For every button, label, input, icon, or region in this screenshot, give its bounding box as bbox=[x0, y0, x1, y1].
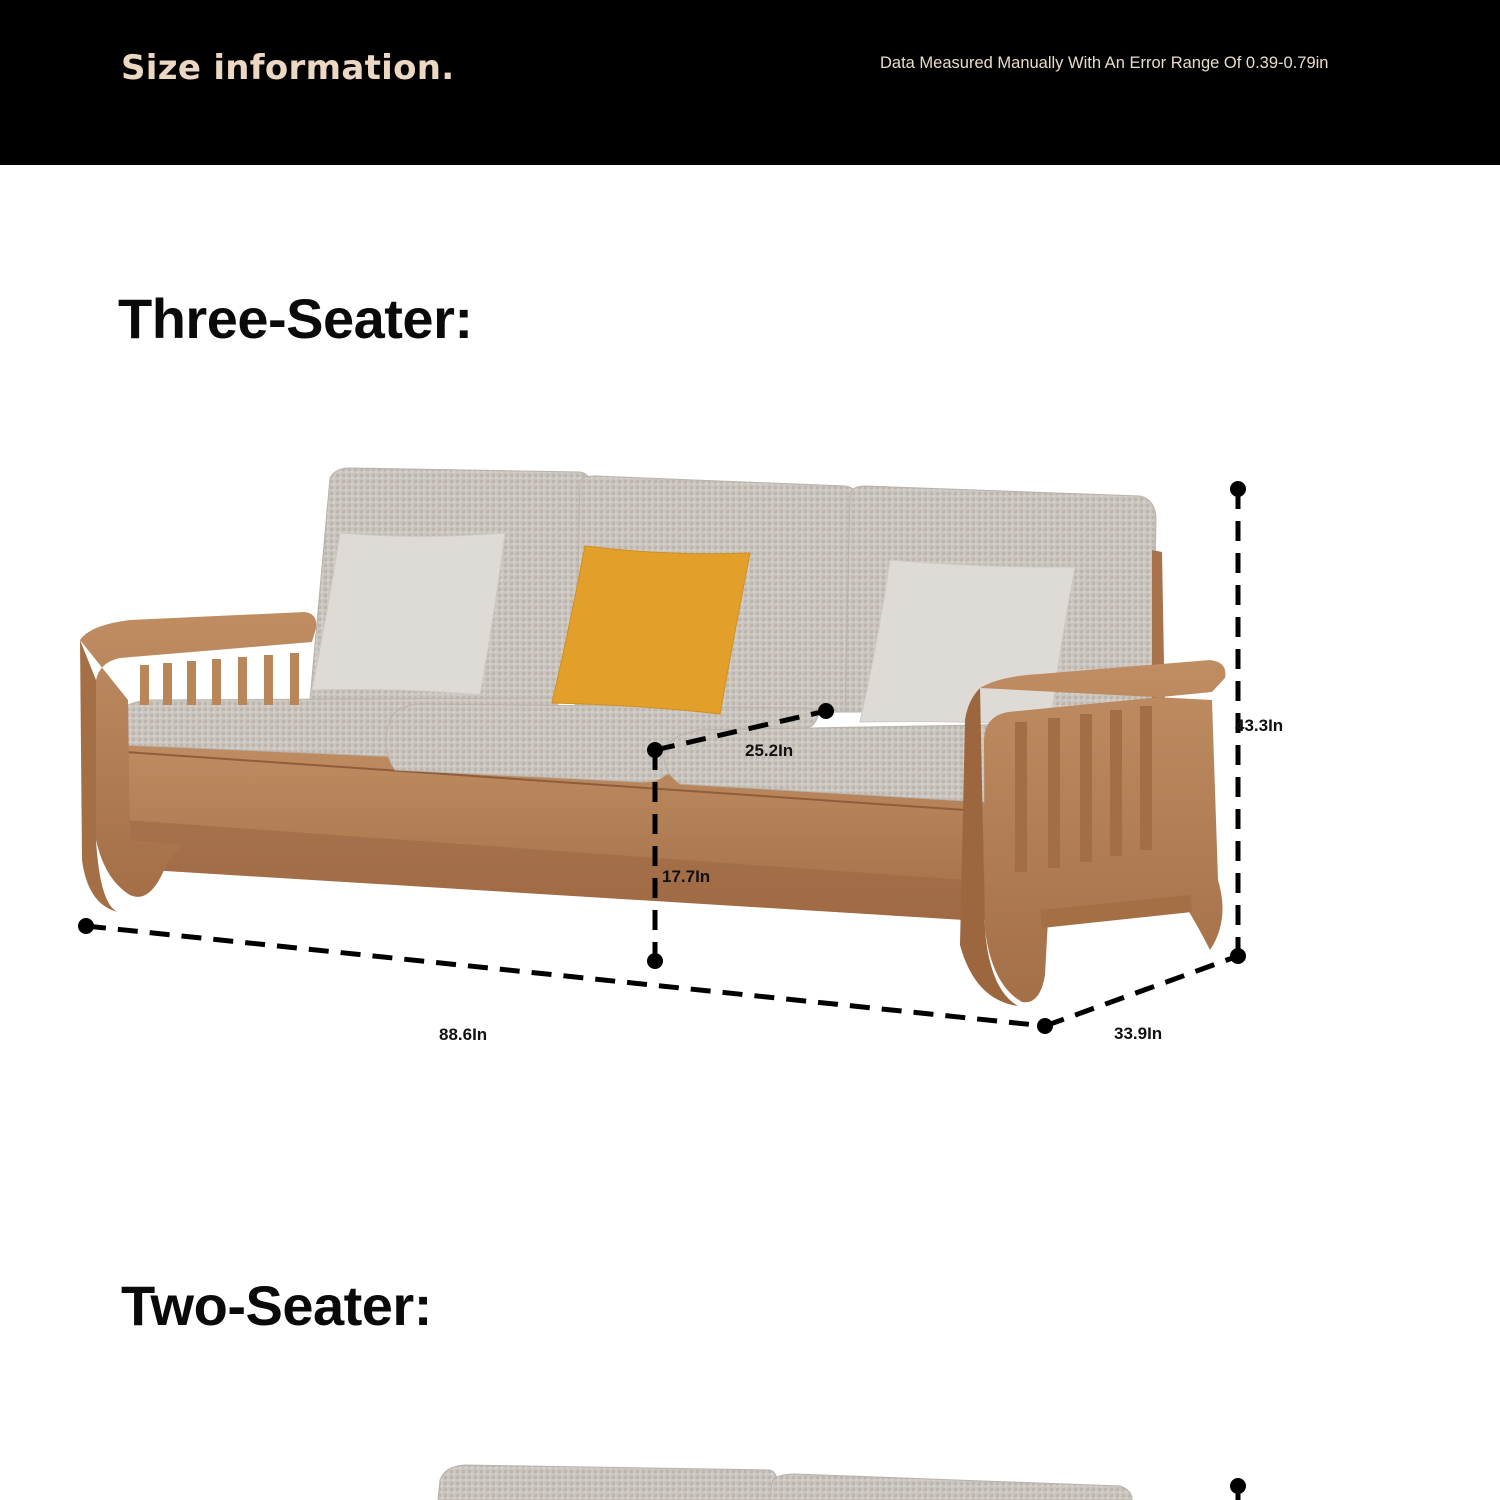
three-seater-heading: Three-Seater: bbox=[118, 287, 473, 350]
two-seater-heading: Two-Seater: bbox=[121, 1274, 432, 1337]
measurement-note: Data Measured Manually With An Error Range Of 0.39-0.79in bbox=[880, 54, 1329, 72]
length-label: 88.6In bbox=[439, 1025, 488, 1044]
seat-height-label: 17.7In bbox=[662, 867, 711, 886]
seat-depth-label: 25.2In bbox=[745, 741, 794, 760]
banner-title: Size information. bbox=[121, 48, 455, 88]
two-seater-sofa-preview bbox=[438, 1465, 1246, 1500]
depth-label: 33.9In bbox=[1114, 1024, 1163, 1043]
height-label: 43.3In bbox=[1235, 716, 1284, 735]
